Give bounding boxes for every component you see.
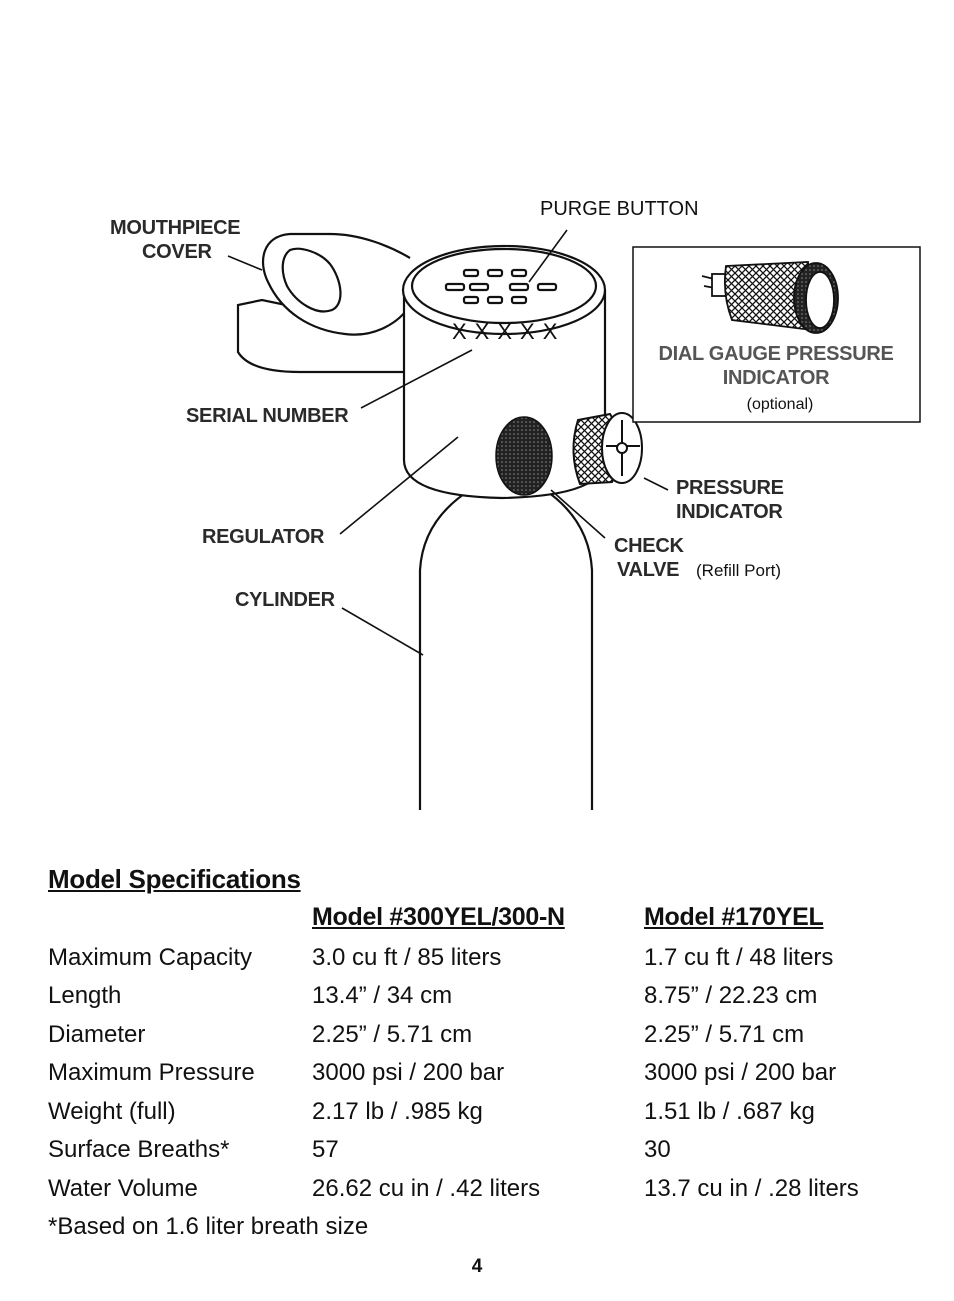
spec-row <box>0 1021 954 1059</box>
spec-value-170: 1.7 cu ft / 48 liters <box>644 944 834 971</box>
spec-value-170: 1.51 lb / .687 kg <box>644 1098 815 1125</box>
dial-gauge-inset <box>633 247 920 422</box>
label-mouthpiece-line2: COVER <box>142 241 212 263</box>
spec-value-170: 2.25” / 5.71 cm <box>644 1021 805 1048</box>
label-cylinder: CYLINDER <box>235 589 335 611</box>
spec-value-170: 13.7 cu in / .28 liters <box>644 1175 859 1202</box>
spec-value-170: 30 <box>644 1136 671 1163</box>
footnote: *Based on 1.6 liter breath size <box>48 1213 369 1240</box>
spec-value-300: 3.0 cu ft / 85 liters <box>312 944 502 971</box>
model-heading-170: Model #170YEL <box>644 903 824 931</box>
spec-label: Water Volume <box>48 1175 198 1202</box>
spec-row <box>0 982 954 1020</box>
page-number: 4 <box>471 1256 483 1277</box>
spec-value-300: 13.4” / 34 cm <box>312 982 453 1009</box>
spec-value-300: 2.17 lb / .985 kg <box>312 1098 483 1125</box>
spec-value-170: 8.75” / 22.23 cm <box>644 982 818 1009</box>
spec-label: Surface Breaths* <box>48 1136 230 1163</box>
cylinder-body <box>420 490 592 810</box>
check-valve-knob <box>496 417 552 495</box>
spec-row <box>0 1098 954 1136</box>
spec-label: Length <box>48 982 122 1009</box>
label-check-line2: VALVE <box>617 559 680 581</box>
spec-value-300: 3000 psi / 200 bar <box>312 1059 505 1086</box>
spec-value-300: 26.62 cu in / .42 liters <box>312 1175 541 1202</box>
inset-note: (optional) <box>746 396 814 413</box>
label-pressure-line1: PRESSURE <box>676 477 784 499</box>
spec-label: Maximum Pressure <box>48 1059 255 1086</box>
inset-title-line1: DIAL GAUGE PRESSURE <box>658 343 894 365</box>
spec-row <box>0 1059 954 1097</box>
spec-value-300: 2.25” / 5.71 cm <box>312 1021 473 1048</box>
label-purge-button: PURGE BUTTON <box>540 198 699 220</box>
spec-label: Weight (full) <box>48 1098 176 1125</box>
label-regulator: REGULATOR <box>202 526 325 548</box>
serial-marks: XXXXX <box>452 319 566 344</box>
inset-title-line2: INDICATOR <box>722 367 830 389</box>
spec-label: Diameter <box>48 1021 146 1048</box>
spec-row <box>0 1175 954 1213</box>
label-serial-number: SERIAL NUMBER <box>186 405 349 427</box>
specs-title: Model Specifications <box>48 864 301 894</box>
spec-value-170: 3000 psi / 200 bar <box>644 1059 837 1086</box>
spec-label: Maximum Capacity <box>48 944 253 971</box>
label-refill-port: (Refill Port) <box>696 561 782 580</box>
spec-row <box>0 1136 954 1174</box>
model-heading-300: Model #300YEL/300-N <box>312 903 565 931</box>
pressure-indicator <box>573 413 642 484</box>
label-mouthpiece-line1: MOUTHPIECE <box>110 217 241 239</box>
spec-row <box>0 944 954 982</box>
label-check-line1: CHECK <box>614 535 684 557</box>
label-pressure-line2: INDICATOR <box>676 501 783 523</box>
mouthpiece-cover <box>238 234 410 372</box>
spec-value-300: 57 <box>312 1136 339 1163</box>
